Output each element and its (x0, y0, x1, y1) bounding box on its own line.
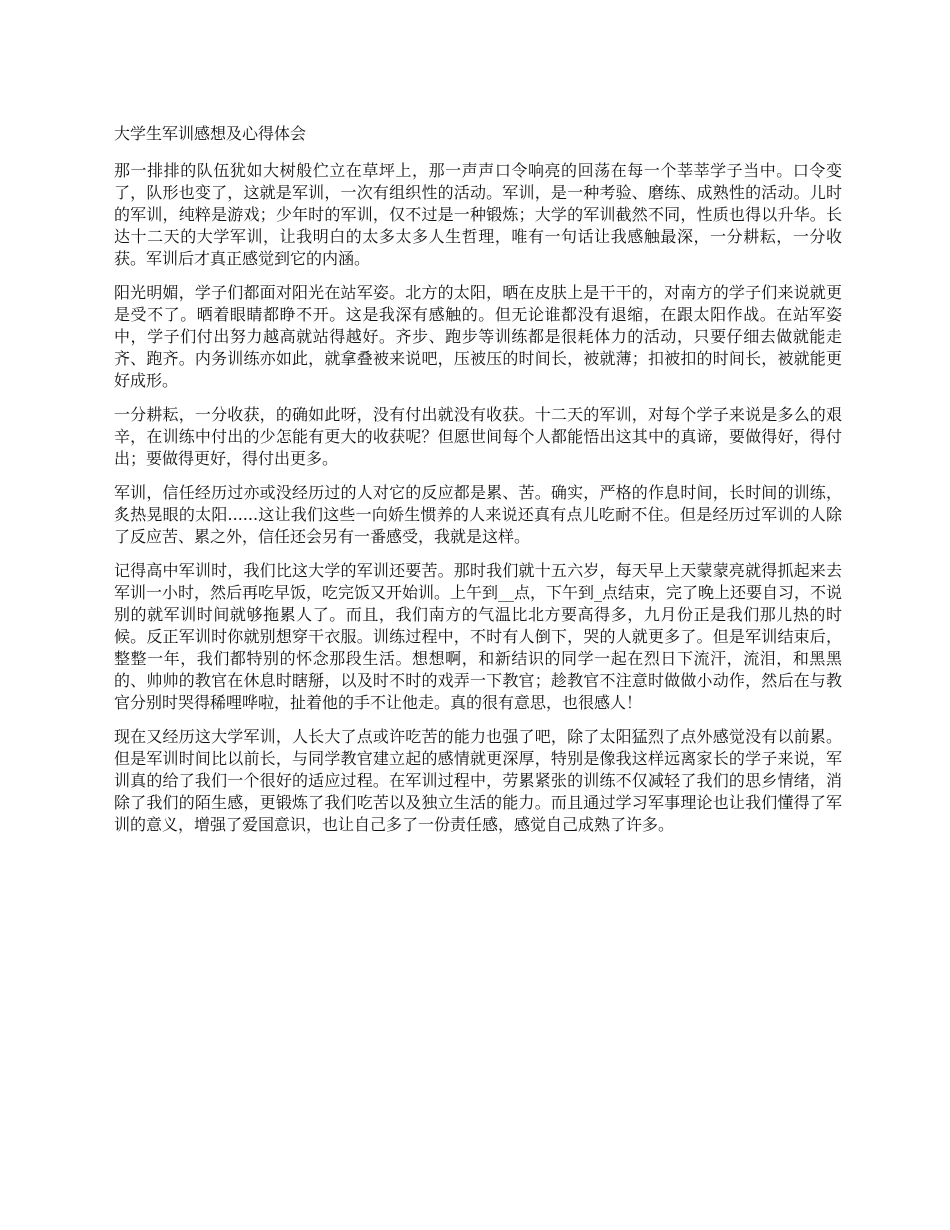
document-title: 大学生军训感想及心得体会 (114, 124, 307, 143)
paragraph: 记得高中军训时，我们比这大学的军训还要苦。那时我们就十五六岁，每天早上天蒙蒙亮就得抓起来去军训一小时，然后再吃早饭，吃完饭又开始训。上午到__点，下午到_点结束，完了晚上还要自习，不说别的就军训时间就够拖累人了。而且，我们南方的气温比北方要高得多，九月份正是我们那儿热的时候。反正军训时你就别想穿干衣服。训练过程中，不时有人倒下，哭的人就更多了。但是军训结束后，整整一年，我们都特别的怀念那段生活。想想啊，和新结识的同学一起在烈日下流汗，流泪，和黑黑的、帅帅的教官在休息时瞎掰，以及时不时的戏弄一下教官；趁教官不注意时做做小动作，然后在与教官分别时哭得稀哩哗啦，扯着他的手不让他走。真的很有意思，也很感人！ (114, 561, 843, 712)
paragraph: 现在又经历这大学军训，人长大了点或许吃苦的能力也强了吧，除了太阳猛烈了点外感觉没有以前累。但是军训时间比以前长，与同学教官建立起的感情就更深厚，特别是像我这样远离家长的学子来说，军训真的给了我们一个很好的适应过程。在军训过程中，劳累紧张的训练不仅减轻了我们的思乡情绪，消除了我们的陌生感，更锻炼了我们吃苦以及独立生活的能力。而且通过学习军事理论也让我们懂得了军训的意义，增强了爱国意识，也让自己多了一份责任感，感觉自己成熟了许多。 (114, 727, 842, 834)
paragraph: 军训，信任经历过亦或没经历过的人对它的反应都是累、苦。确实，严格的作息时间，长时间的训练，炙热晃眼的太阳......这让我们这些一向娇生惯养的人来说还真有点儿吃耐不住。但是经历过军训的人除了反应苦、累之外，信任还会另有一番感受，我就是这样。 (114, 483, 842, 546)
paragraph: 一分耕耘，一分收获，的确如此呀，没有付出就没有收获。十二天的军训，对每个学子来说是多么的艰辛，在训练中付出的少怎能有更大的收获呢？但愿世间每个人都能悟出这其中的真谛，要做得好，得付出；要做得更好，得付出更多。 (114, 405, 842, 468)
paragraph: 那一排排的队伍犹如大树般伫立在草坪上，那一声声口令响亮的回荡在每一个莘莘学子当中。口令变了，队形也变了，这就是军训，一次有组织性的活动。军训，是一种考验、磨练、成熟性的活动。儿时的军训，纯粹是游戏；少年时的军训，仅不过是一种锻炼；大学的军训截然不同，性质也得以升华。长达十二天的大学军训，让我明白的太多太多人生哲理，唯有一句话让我感触最深，一分耕耘，一分收获。军训后才真正感觉到它的内涵。 (114, 161, 842, 268)
document-body (114, 122, 842, 848)
paragraph: 阳光明媚，学子们都面对阳光在站军姿。北方的太阳，晒在皮肤上是干干的，对南方的学子们来说就更是受不了。晒着眼睛都睁不开。这是我深有感触的。但无论谁都没有退缩，在跟太阳作战。在站军姿中，学子们付出努力越高就站得越好。齐步、跑步等训练都是很耗体力的活动，只要仔细去做就能走齐、跑齐。内务训练亦如此，就拿叠被来说吧，压被压的时间长，被就薄；扣被扣的时间长，被就能更好成形。 (114, 283, 842, 390)
